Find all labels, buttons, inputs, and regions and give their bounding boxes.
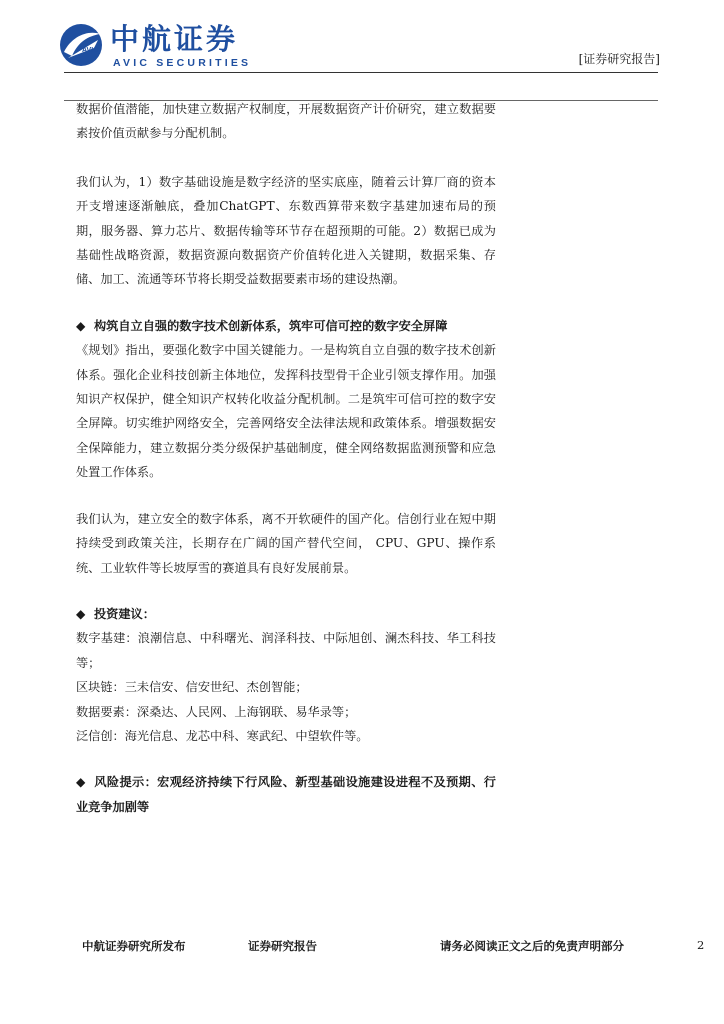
diamond-bullet-icon: ◆	[76, 775, 86, 790]
paragraph: 《规划》指出，要强化数字中国关键能力。一是构筑自立自强的数字技术创新体系。强化企业科技创新主体地位，发挥科技型骨干企业引领支撑作用。加强知识产权保护，健全知识产权转化收益分配机制。二是筑牢可信可控的数字安全屏障。切实维护网络安全，完善网络安全法律法规和政策体系。增强数据安全保障能力，建立数据分类分级保护基础制度，健全网络数据监测预警和应急处置工作体系。	[76, 343, 496, 480]
report-body	[76, 97, 496, 819]
section-heading-text: 投资建议：	[94, 606, 155, 621]
paragraph: 数据价值潜能，加快建立数据产权制度，开展数据资产计价研究，建立数据要素按价值贡献参与分配机制。	[76, 102, 496, 141]
header-divider	[64, 72, 658, 73]
avic-logo-icon	[58, 22, 104, 68]
company-name-en: AVIC SECURITIES	[113, 57, 252, 69]
section-heading	[76, 314, 496, 338]
report-type-tag: [证券研究报告]	[578, 52, 660, 66]
page-footer	[0, 938, 724, 958]
section-heading	[76, 602, 496, 626]
risk-warning	[76, 770, 496, 819]
diamond-bullet-icon: ◆	[76, 606, 86, 621]
page-header	[0, 0, 724, 102]
diamond-bullet-icon: ◆	[76, 318, 86, 333]
recommendation-item: 数字基建：浪潮信息、中科曙光、润泽科技、中际旭创、澜杰科技、华工科技等；	[76, 631, 496, 670]
svg-text:AVIC: AVIC	[82, 47, 99, 54]
section-heading-text: 构筑自立自强的数字技术创新体系，筑牢可信可控的数字安全屏障	[94, 318, 448, 333]
recommendation-item: 数据要素：深桑达、人民网、上海钢联、易华录等；	[76, 704, 357, 719]
page-number: 2	[697, 938, 705, 952]
recommendation-item: 区块链：三未信安、信安世纪、杰创智能；	[76, 680, 308, 695]
risk-warning-text: 风险提示：宏观经济持续下行风险、新型基础设施建设进程不及预期、行业竞争加剧等	[76, 775, 496, 814]
footer-disclaimer: 请务必阅读正文之后的免责声明部分	[440, 939, 624, 953]
paragraph: 我们认为，1）数字基础设施是数字经济的坚实底座，随着云计算厂商的资本开支增速逐渐触底，叠加ChatGPT、东数西算带来数字基建加速布局的预期，服务器、算力芯片、数据传输等环节存在超预期的可能。2）数据已成为基础性战略资源，数据资源向数据资产价值转化进入关键期，数据采集、存储、加工、流通等环节将长期受益数据要素市场的建设热潮。	[76, 174, 496, 287]
recommendation-item: 泛信创：海光信息、龙芯中科、寒武纪、中望软件等。	[76, 728, 369, 743]
footer-report-type: 证券研究报告	[248, 939, 317, 953]
footer-publisher: 中航证券研究所发布	[82, 939, 186, 953]
company-name-cn: 中航证券	[110, 22, 239, 56]
paragraph: 我们认为，建立安全的数字体系，离不开软硬件的国产化。信创行业在短中期持续受到政策关注，长期存在广阔的国产替代空间， CPU、GPU、操作系统、工业软件等长坡厚雪的赛道具有良好发展前景。	[76, 511, 496, 575]
